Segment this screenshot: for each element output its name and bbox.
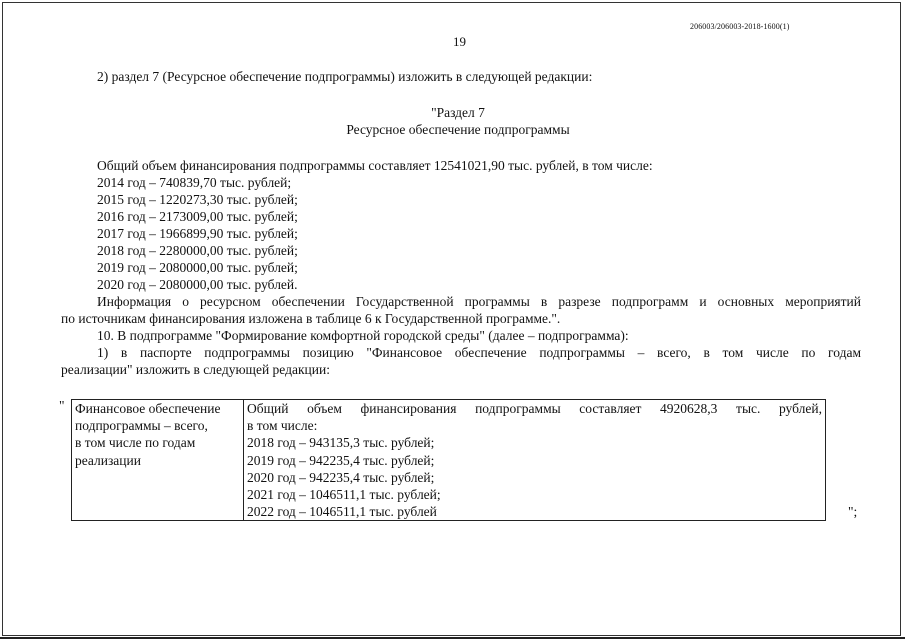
left-cell-line: реализации <box>75 452 141 468</box>
year-line: 2020 год – 2080000,00 тыс. рублей. <box>97 277 298 292</box>
year-line: 2016 год – 2173009,00 тыс. рублей; <box>97 209 298 224</box>
page-number: 19 <box>453 34 466 49</box>
document-code: 206003/206003-2018-1600(1) <box>690 22 790 31</box>
year-line: 2019 год – 2080000,00 тыс. рублей; <box>97 260 298 275</box>
bottom-divider <box>0 637 905 639</box>
right-cell-line: 2020 год – 942235,4 тыс. рублей; <box>247 469 435 485</box>
section-subtitle: Ресурсное обеспечение подпрограммы <box>346 122 570 137</box>
right-cell-line: в том числе: <box>247 418 318 434</box>
financing-table <box>71 399 826 521</box>
year-line: 2014 год – 740839,70 тыс. рублей; <box>97 175 292 190</box>
total-financing-line: Общий объем финансирования подпрограммы составляет 12541021,90 тыс. рублей, в том числе: <box>97 158 653 173</box>
section-title: "Раздел 7 <box>431 105 485 120</box>
item-1-line-2: реализации" изложить в следующей редакции: <box>61 362 330 377</box>
info-paragraph-line-2: по источникам финансирования изложена в таблице 6 к Государственной программе.". <box>61 311 561 326</box>
info-paragraph-line-1: Информация о ресурсном обеспечении Государственной программы в разрезе подпрограмм и основных мероприятий <box>97 294 861 309</box>
left-cell-line: подпрограммы – всего, <box>75 418 208 434</box>
item-2-text: 2) раздел 7 (Ресурсное обеспечение подпрограммы) изложить в следующей редакции: <box>97 69 593 84</box>
right-cell-line: 2022 год – 1046511,1 тыс. рублей <box>247 504 437 520</box>
right-cell-line: 2018 год – 943135,3 тыс. рублей; <box>247 435 435 451</box>
item-1-line-1: 1) в паспорте подпрограммы позицию "Финансовое обеспечение подпрограммы – всего, в том числе по годам <box>97 345 861 360</box>
table-open-quote: " <box>59 398 65 413</box>
year-line: 2017 год – 1966899,90 тыс. рублей; <box>97 226 298 241</box>
left-cell-line: Финансовое обеспечение <box>75 401 221 416</box>
table-row <box>72 400 826 521</box>
year-line: 2018 год – 2280000,00 тыс. рублей; <box>97 243 298 258</box>
year-line: 2015 год – 1220273,30 тыс. рублей; <box>97 192 298 207</box>
table-left-cell <box>72 400 244 521</box>
right-cell-line: 2021 год – 1046511,1 тыс. рублей; <box>247 487 441 503</box>
item-10-text: 10. В подпрограмме "Формирование комфортной городской среды" (далее – подпрограмма): <box>97 328 629 343</box>
right-cell-line: 2019 год – 942235,4 тыс. рублей; <box>247 452 435 468</box>
left-cell-line: в том числе по годам <box>75 435 196 451</box>
right-cell-line: Общий объем финансирования подпрограммы составляет 4920628,3 тыс. рублей, <box>247 401 822 416</box>
table-right-cell <box>244 400 826 521</box>
table-close-quote: "; <box>848 504 858 519</box>
